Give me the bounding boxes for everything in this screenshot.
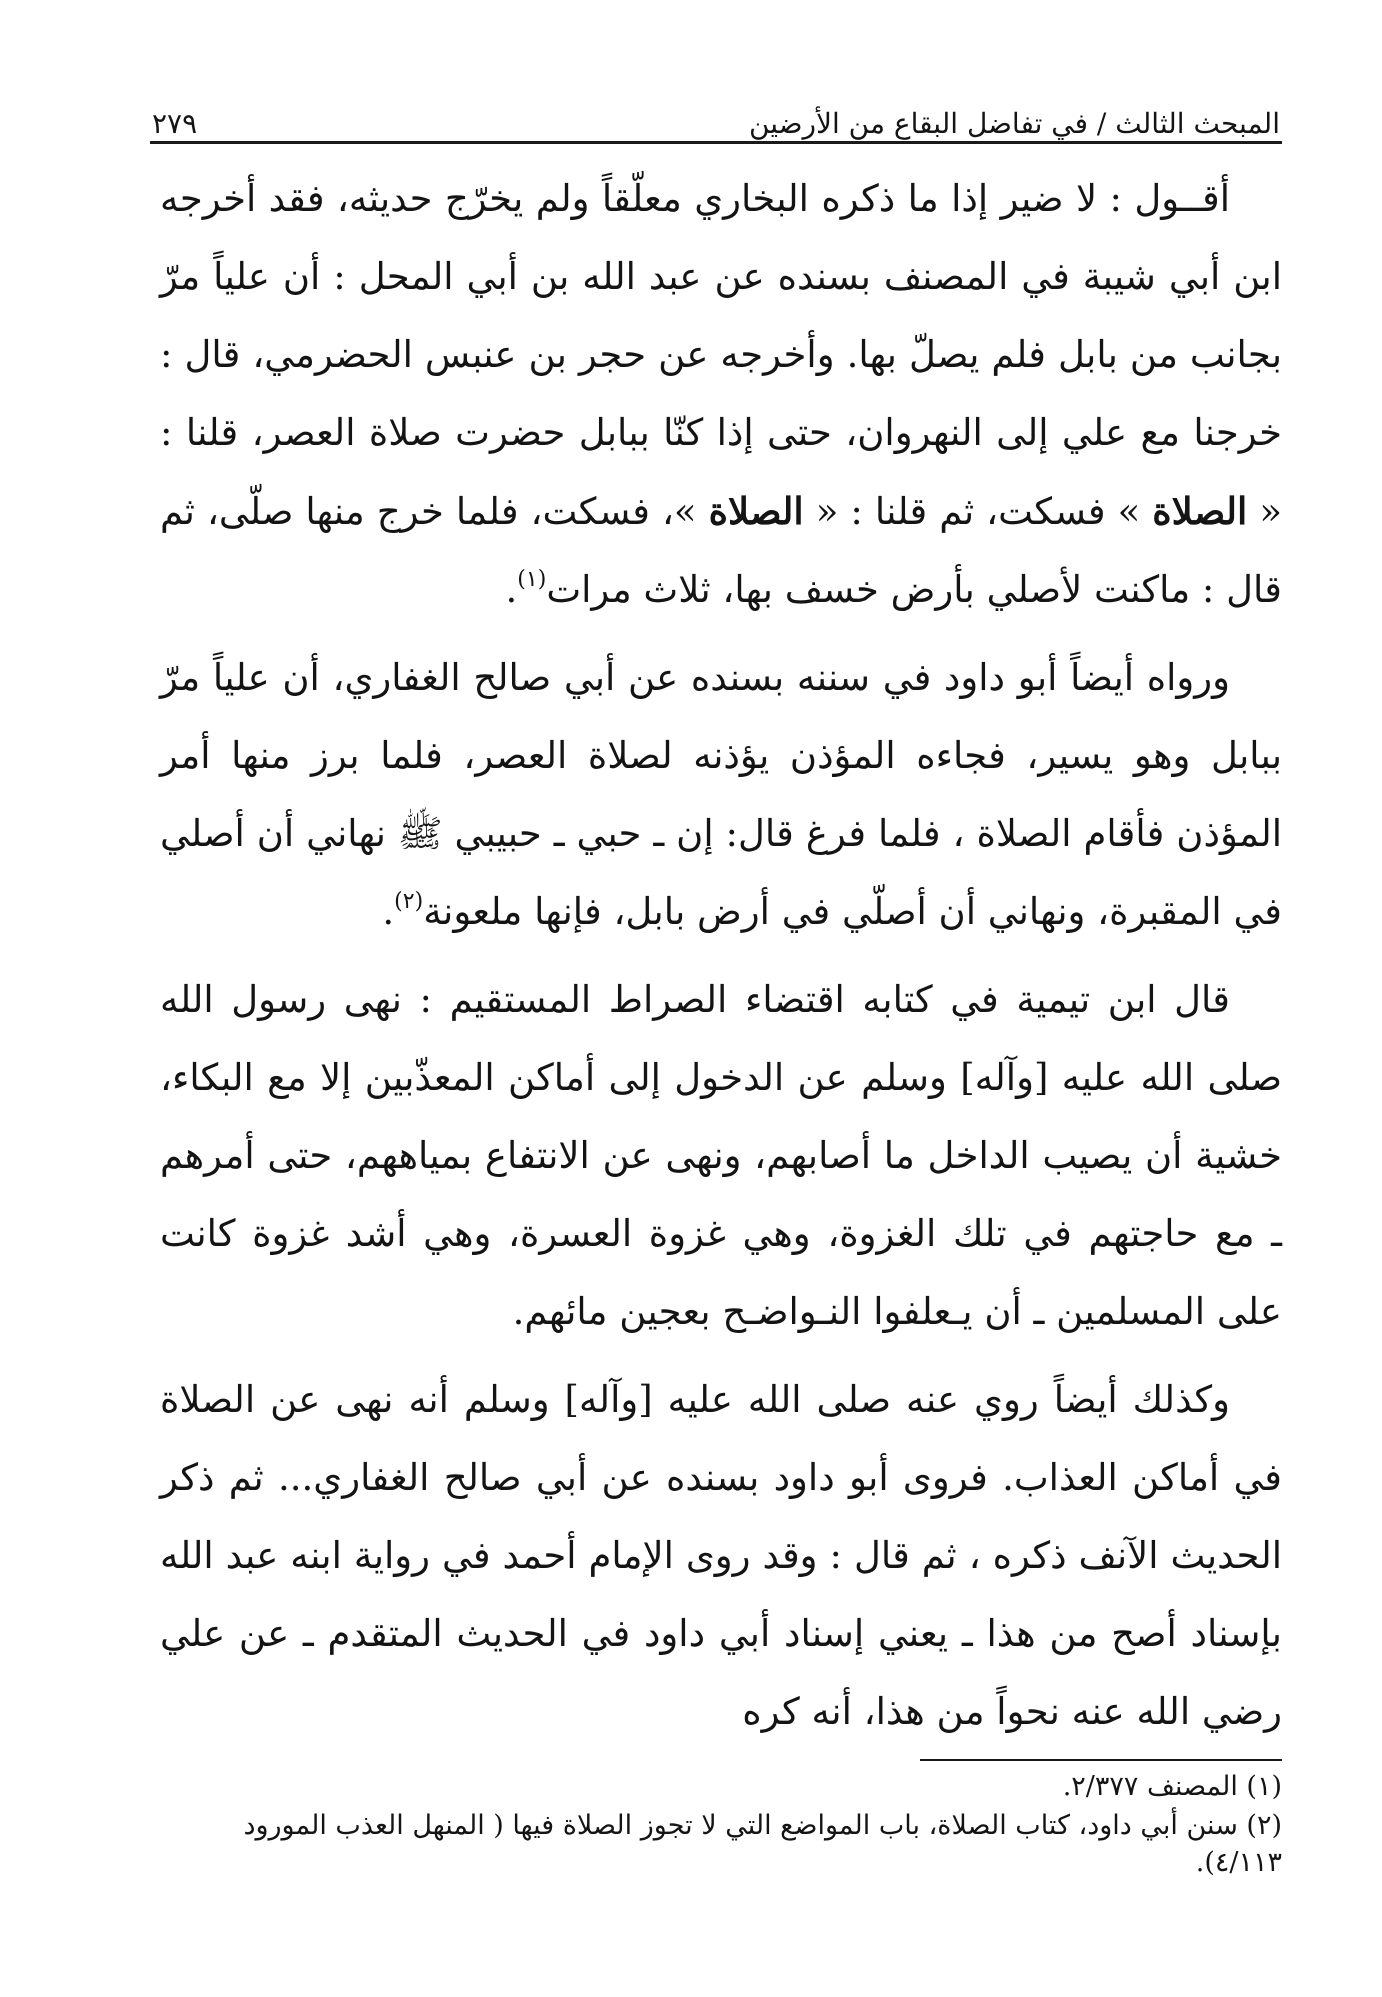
footnote-2: (٢) سنن أبي داود، كتاب الصلاة، باب المواضع التي لا تجوز الصلاة فيها ( المنهل العذب المورود ٤/١١٣). [243, 1810, 1282, 1878]
body-text [160, 160, 1282, 1733]
paragraph-1 [160, 160, 1282, 629]
bold-text: الصلاة [1152, 489, 1248, 533]
footnote-1: (١) المصنف ٢/٣٧٧. [1062, 1771, 1282, 1802]
text-run: . [505, 568, 518, 611]
page-number: ٢٧٩ [152, 107, 198, 140]
text-run: » فسكت، ثم قلنا : « [803, 490, 1153, 533]
footnote-separator [920, 1759, 1282, 1761]
text-run: . [382, 890, 395, 933]
text-run: ورواه أيضاً أبو داود في سننه بسنده عن أبي صالح الغفاري، أن علياً مرّ ببابل وهو يسير، فجاءه المؤذن يؤذنه لصلاة العصر، فلما برز منها أمر المؤذن فأقام الصلاة ، فلما فرغ قال: إن ـ حبي ـ حبيبي ﷺ نهاني أن أصلي في المقبرة، ونهاني أن أصلّي في أرض بابل، فإنها ملعونة [160, 656, 1282, 933]
text-run: قال ابن تيمية في كتابه اقتضاء الصراط المستقيم : نهى رسول الله صلى الله عليه [وآله] وسلم عن الدخول إلى أماكن المعذّبين إلا مع البكاء، خشية أن يصيب الداخل ما أصابهم، ونهى عن الانتفاع بمياههم، حتى أمرهم ـ مع حاجتهم في تلك الغزوة، وهي غزوة العسرة، وهي أشد غزوة كانت على المسلمين ـ أن يـعلفوا النـواضـح بعجين مائهم. [160, 978, 1282, 1333]
bold-text: الصلاة [708, 489, 804, 533]
text-run: أقــول : لا ضير إذا ما ذكره البخاري معلّقاً ولم يخرّج حديثه، فقد أخرجه ابن أبي شيبة في المصنف بسنده عن عبد الله بن أبي المحل : أن علياً مرّ بجانب من بابل فلم يصلّ بها. وأخرجه عن حجر بن عنبس الحضرمي، قال : خرجنا مع علي إلى النهروان، حتى إذا كنّا ببابل حضرت صلاة العصر، قلنا : « [160, 177, 1282, 533]
running-header [152, 86, 1280, 140]
paragraph-3 [160, 961, 1282, 1351]
paragraph-2 [160, 639, 1282, 951]
text-run: »، فسكت، فلما خرج منها صلّى، ثم قال : ماكنت لأصلي بأرض خسف بها، ثلاث مرات [160, 490, 1282, 611]
chapter-title: المبحث الثالث / في تفاضل البقاع من الأرضين [748, 107, 1280, 140]
footnote-marker: (٢) [394, 889, 424, 914]
footnote-marker: (١) [517, 567, 547, 592]
paragraph-4 [160, 1361, 1282, 1751]
footnotes [160, 1768, 1282, 1883]
text-run: وكذلك أيضاً روي عنه صلى الله عليه [وآله] وسلم أنه نهى عن الصلاة في أماكن العذاب. فروى أبو داود بسنده عن أبي صالح الغفاري... ثم ذكر الحديث الآنف ذكره ، ثم قال : وقد روى الإمام أحمد في رواية ابنه عبد الله بإسناد أصح من هذا ـ يعني إسناد أبي داود في الحديث المتقدم ـ عن علي رضي الله عنه نحواً من هذا، أنه كره [160, 1378, 1282, 1733]
header-rule [150, 141, 1282, 144]
